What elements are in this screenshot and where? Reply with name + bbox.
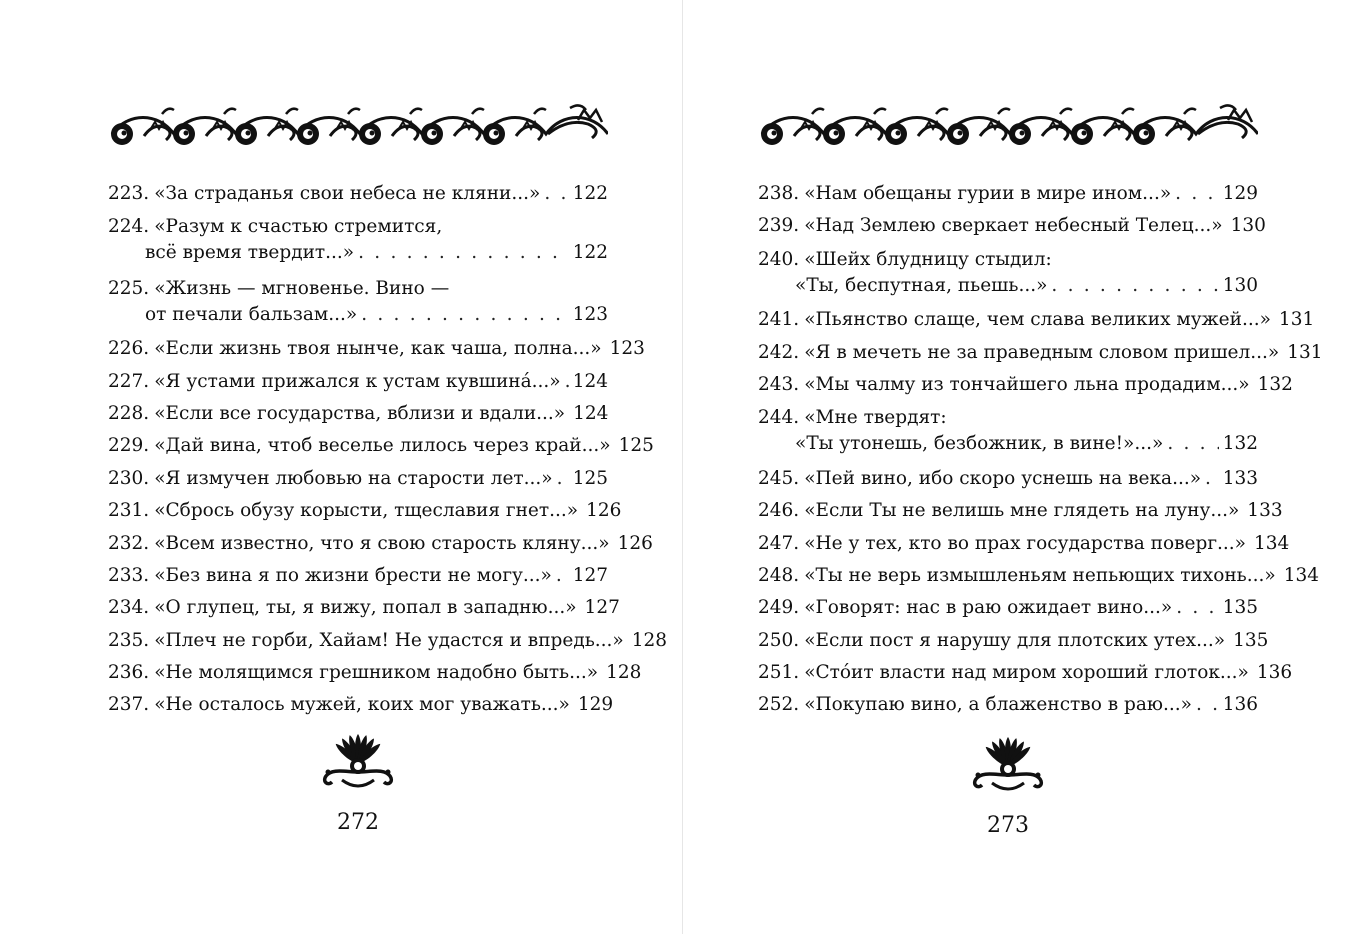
toc-entry	[108, 398, 608, 430]
entry-number: 246.	[758, 500, 800, 522]
toc-entry-line	[108, 689, 614, 721]
dot-leader	[557, 463, 569, 495]
entry-page-number: 129	[577, 694, 614, 716]
entry-number: 230.	[108, 467, 150, 489]
entry-title: «Если жизнь твоя нынче, как чаша, полна...»	[154, 338, 602, 360]
entry-page-number: 129	[1222, 183, 1258, 204]
entry-title: «Без вина я по жизни брести не могу...»	[154, 564, 552, 586]
toc-entry	[758, 560, 1320, 592]
toc-entry	[758, 405, 1258, 462]
toc-entry-line	[758, 178, 1258, 210]
toc-entry	[108, 689, 614, 721]
entry-number: 252.	[758, 694, 800, 716]
toc-entry-line	[108, 178, 608, 210]
entry-page-number: 130	[1222, 274, 1258, 296]
right-page	[758, 0, 1323, 934]
toc-entry	[758, 304, 1315, 336]
entry-title: «Мне твердят:	[804, 407, 947, 429]
entry-number: 251.	[758, 662, 800, 684]
toc-entry	[758, 337, 1323, 369]
toc-entry-line	[108, 625, 668, 657]
entry-page-number: 136	[1256, 662, 1293, 684]
entry-title: «Не осталось мужей, коих мог уважать...»	[154, 694, 570, 716]
entry-title: «Не у тех, кто во прах государства поверг...»	[804, 532, 1246, 554]
toc-entry	[758, 528, 1290, 560]
toc-entry	[108, 625, 668, 657]
entry-title: «Шейх блудницу стыдил:	[804, 248, 1052, 270]
left-page	[108, 0, 668, 934]
toc-entry	[758, 657, 1293, 689]
toc-entry	[108, 333, 645, 365]
entry-page-number: 135	[1233, 629, 1269, 651]
entry-page-number: 133	[1222, 467, 1258, 489]
dot-leader	[1167, 430, 1218, 458]
page-number: 273	[987, 813, 1029, 838]
toc-entry	[108, 214, 608, 271]
toc-entry	[758, 369, 1293, 401]
dot-leader	[1175, 178, 1219, 210]
entry-title: «Если все государства, вблизи и вдали...»	[154, 402, 566, 424]
dot-leader	[358, 239, 569, 267]
dot-leader	[1196, 689, 1219, 721]
entry-number: 226.	[108, 338, 150, 360]
entry-title: «Разум к счастью стремится,	[154, 216, 443, 238]
entry-title: «Ты не верь измышленьям непьющих тихонь...»	[804, 564, 1276, 586]
toc-entry-line	[108, 276, 608, 301]
entry-title: «Пей вино, ибо скоро уснешь на века...»	[804, 467, 1202, 489]
entry-title: «Мы чалму из тончайшего льна продадим...»	[804, 373, 1250, 395]
entry-number: 234.	[108, 597, 150, 619]
toc-entry-line	[108, 463, 608, 495]
toc-entry-line	[758, 337, 1323, 369]
toc-entry	[758, 625, 1269, 657]
entry-title: «Ты утонешь, безбожник, в вине!»...»	[795, 433, 1164, 455]
toc-entry-line	[758, 657, 1293, 689]
entry-page-number: 126	[586, 500, 622, 522]
toc-entry-line	[108, 592, 620, 624]
entry-title: «Плеч не горби, Хайам! Не удастся и впредь...»	[154, 629, 624, 651]
entry-number: 228.	[108, 402, 150, 424]
entry-title: «Нам обещаны гурии в мире ином...»	[804, 183, 1172, 204]
entry-title: от печали бальзам...»	[145, 303, 358, 325]
entry-title: «Ты, беспутная, пьешь...»	[795, 274, 1048, 296]
entry-number: 224.	[108, 216, 150, 238]
entry-page-number: 125	[572, 467, 608, 489]
entry-page-number: 125	[618, 435, 654, 457]
toc-entry	[108, 463, 608, 495]
entry-number: 237.	[108, 694, 150, 716]
toc-entry-line	[758, 592, 1258, 624]
entry-number: 238.	[758, 183, 800, 204]
toc-entry-line	[758, 625, 1269, 657]
entry-page-number: 131	[1278, 309, 1315, 331]
entry-page-number: 134	[1283, 564, 1320, 586]
entry-page-number: 134	[1253, 532, 1290, 554]
toc-entry-line	[758, 247, 1258, 272]
toc-entry-line	[758, 689, 1258, 721]
entry-number: 249.	[758, 597, 800, 619]
table-of-contents	[108, 178, 668, 722]
entry-number: 250.	[758, 629, 800, 651]
toc-entry-line	[108, 528, 653, 560]
toc-entry	[758, 247, 1258, 304]
entry-number: 231.	[108, 500, 150, 522]
header-ornament	[758, 100, 1258, 152]
entry-number: 244.	[758, 407, 800, 429]
entry-page-number: 131	[1287, 341, 1323, 363]
toc-entry-line	[758, 560, 1320, 592]
entry-title: «Говорят: нас в раю ожидает вино...»	[804, 597, 1173, 619]
footer-fleuron-icon	[318, 732, 398, 790]
entry-page-number: 124	[572, 370, 608, 392]
toc-entry-line	[108, 214, 608, 239]
entry-page-number: 128	[631, 629, 668, 651]
dot-leader	[1205, 463, 1219, 495]
entry-number: 235.	[108, 629, 150, 651]
dot-leader	[1051, 272, 1218, 300]
toc-entry-line	[108, 333, 645, 365]
entry-number: 247.	[758, 532, 800, 554]
entry-number: 241.	[758, 309, 800, 331]
page-gutter	[682, 0, 683, 934]
entry-title: «Не молящимся грешником надобно быть...»	[154, 662, 599, 684]
dot-leader	[361, 301, 568, 329]
entry-number: 227.	[108, 370, 150, 392]
entry-page-number: 127	[584, 597, 620, 619]
header-ornament	[108, 100, 608, 152]
footer-fleuron-icon	[968, 735, 1048, 793]
page-number: 272	[337, 810, 379, 835]
toc-entry	[758, 592, 1258, 624]
dot-leader	[556, 560, 569, 592]
toc-entry	[108, 528, 653, 560]
table-of-contents	[758, 178, 1323, 722]
toc-entry	[758, 689, 1258, 721]
entry-page-number: 133	[1247, 500, 1283, 522]
entry-page-number: 123	[609, 338, 645, 360]
toc-entry	[758, 210, 1266, 242]
entry-page-number: 132	[1257, 373, 1293, 395]
toc-entry-line	[758, 369, 1293, 401]
entry-page-number: 126	[617, 532, 653, 554]
toc-entry	[108, 657, 642, 689]
entry-page-number: 123	[572, 303, 608, 325]
entry-page-number: 127	[572, 564, 608, 586]
entry-title: «Сто́ит власти над миром хороший глоток...»	[804, 662, 1249, 684]
entry-title: всё время твердит...»	[145, 242, 355, 264]
entry-page-number: 122	[572, 183, 608, 204]
toc-entry-line	[108, 301, 608, 333]
dot-leader	[1176, 592, 1218, 624]
toc-entry	[108, 560, 608, 592]
toc-entry-line	[108, 495, 622, 527]
entry-number: 225.	[108, 277, 150, 299]
entry-number: 236.	[108, 662, 150, 684]
dot-leader	[565, 366, 569, 398]
entry-page-number: 136	[1222, 694, 1258, 716]
entry-title: «Пьянство слаще, чем слава великих мужей...»	[804, 309, 1271, 331]
entry-title: «Дай вина, чтоб веселье лилось через край...»	[154, 435, 611, 457]
toc-entry-line	[758, 304, 1315, 336]
toc-entry-line	[108, 239, 608, 271]
toc-entry-line	[758, 528, 1290, 560]
toc-entry	[108, 366, 608, 398]
toc-entry	[108, 178, 608, 210]
toc-entry-line	[758, 210, 1266, 242]
entry-number: 243.	[758, 373, 800, 395]
entry-page-number: 122	[572, 242, 608, 264]
entry-title: «Над Землею сверкает небесный Телец...»	[804, 215, 1223, 237]
entry-title: «Покупаю вино, а блаженство в раю...»	[804, 694, 1192, 716]
toc-entry-line	[108, 430, 654, 462]
toc-entry	[758, 178, 1258, 210]
entry-page-number: 132	[1222, 433, 1258, 455]
dot-leader	[544, 178, 568, 210]
entry-page-number: 128	[606, 662, 642, 684]
entry-number: 245.	[758, 467, 800, 489]
toc-entry-line	[758, 430, 1258, 462]
entry-title: «Я в мечеть не за праведным словом пришел...»	[804, 341, 1280, 363]
toc-entry	[758, 463, 1258, 495]
toc-entry	[108, 430, 654, 462]
entry-title: «За страданья свои небеса не кляни...»	[154, 183, 541, 204]
entry-title: «Всем известно, что я свою старость кляну...»	[154, 532, 610, 554]
entry-title: «Я устами прижался к устам кувшина́...»	[154, 370, 561, 392]
toc-entry-line	[108, 398, 608, 430]
entry-page-number: 124	[573, 402, 609, 424]
toc-entry-line	[758, 272, 1258, 304]
toc-entry-line	[108, 657, 642, 689]
toc-entry	[108, 276, 608, 333]
toc-entry-line	[108, 366, 608, 398]
entry-number: 239.	[758, 215, 800, 237]
entry-title: «Если Ты не велишь мне глядеть на луну...»	[804, 500, 1240, 522]
toc-entry	[108, 592, 620, 624]
entry-page-number: 135	[1222, 597, 1258, 619]
toc-entry-line	[758, 495, 1283, 527]
toc-entry-line	[758, 463, 1258, 495]
entry-number: 240.	[758, 248, 800, 270]
toc-entry-line	[108, 560, 608, 592]
toc-entry-line	[758, 405, 1258, 430]
entry-title: «Я измучен любовью на старости лет...»	[154, 467, 553, 489]
entry-title: «Если пост я нарушу для плотских утех...»	[804, 629, 1226, 651]
entry-number: 248.	[758, 564, 800, 586]
toc-entry	[758, 495, 1283, 527]
entry-number: 223.	[108, 183, 150, 204]
entry-number: 242.	[758, 341, 800, 363]
entry-title: «Жизнь — мгновенье. Вино —	[154, 277, 450, 299]
entry-number: 229.	[108, 435, 150, 457]
entry-title: «О глупец, ты, я вижу, попал в западню...»	[154, 597, 577, 619]
toc-entry	[108, 495, 622, 527]
entry-number: 232.	[108, 532, 150, 554]
entry-number: 233.	[108, 564, 150, 586]
entry-title: «Сбрось обузу корысти, тщеславия гнет...»	[154, 500, 579, 522]
entry-page-number: 130	[1230, 215, 1266, 237]
